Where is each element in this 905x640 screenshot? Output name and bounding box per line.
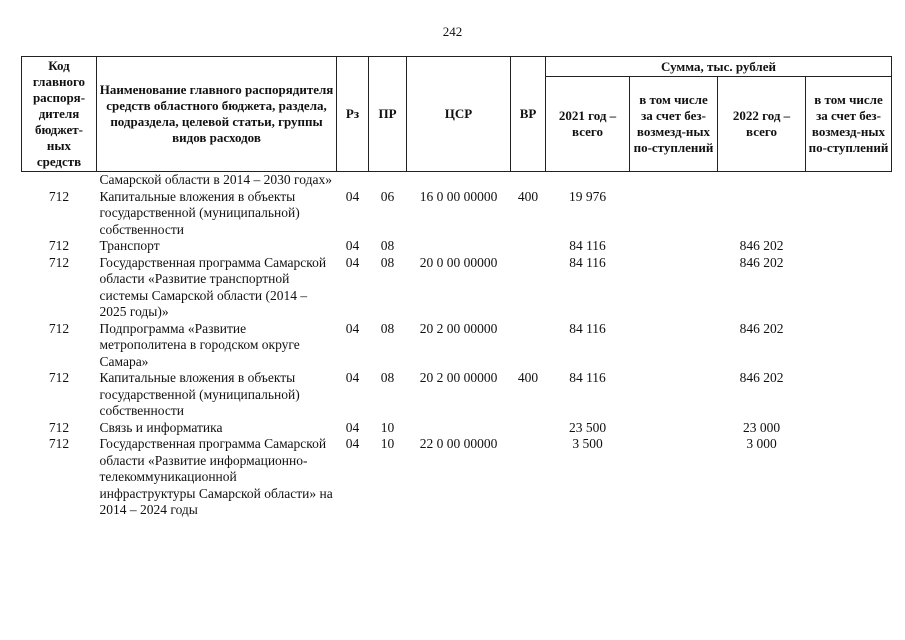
- budget-table: [21, 56, 892, 519]
- cell-csr: [407, 420, 511, 437]
- cell-csr: 20 2 00 00000: [419, 370, 498, 385]
- cell-2022-total: 846 202: [739, 320, 784, 336]
- table-row: [22, 370, 892, 420]
- cell-name: Государственная программа Самарской области «Развитие транспортной системы Самарской области (2014 – 2025 годы)»: [99, 254, 327, 319]
- header-2022-grants: в том числе за счет без-возмезд-ных по-ступлений: [806, 77, 892, 172]
- cell-csr: 16 0 00 00000: [419, 188, 498, 204]
- header-code: Код главного распоря-дителя бюджет-ных средств: [22, 57, 97, 172]
- cell-pr: 08: [380, 238, 395, 253]
- cell-csr: 22 0 00 00000: [419, 436, 498, 451]
- header-rz: Рз: [337, 57, 369, 172]
- cell-2022-total: [718, 172, 806, 189]
- cell-2022-grants: [806, 255, 892, 321]
- cell-2022-grants: [806, 321, 892, 371]
- cell-code: 712: [48, 370, 70, 385]
- cell-2022-total: 846 202: [739, 370, 784, 385]
- cell-pr: 10: [380, 419, 395, 435]
- cell-2021-grants: [630, 172, 718, 189]
- table-row: [22, 420, 892, 437]
- cell-2022-grants: [806, 238, 892, 255]
- cell-2021-grants: [630, 420, 718, 437]
- table-row: [22, 321, 892, 371]
- cell-csr: 20 2 00 00000: [419, 320, 498, 336]
- cell-2022-total: 23 000: [742, 419, 781, 435]
- cell-2021-total: [546, 172, 630, 189]
- cell-code: [22, 172, 97, 189]
- cell-pr: 08: [380, 254, 395, 270]
- cell-2022-total: 3 000: [746, 436, 777, 451]
- cell-vr: 400: [517, 188, 539, 204]
- table-row: [22, 238, 892, 255]
- cell-vr: [511, 172, 546, 189]
- cell-2021-grants: [630, 436, 718, 519]
- table-body: [22, 172, 892, 519]
- cell-code: 712: [48, 238, 70, 253]
- cell-2021-grants: [630, 321, 718, 371]
- page-number: 242: [442, 24, 463, 39]
- table-row: [22, 255, 892, 321]
- cell-name: Государственная программа Самарской области «Развитие информационно-телекоммуникационной инфраструктуры Самарской области» на 2014 – 2024 годы: [99, 436, 333, 517]
- cell-name: Капитальные вложения в объекты государственной (муниципальной) собственности: [99, 370, 300, 418]
- cell-2022-total: 846 202: [739, 238, 784, 253]
- cell-2021-total: 84 116: [569, 320, 606, 336]
- table-row: [22, 436, 892, 519]
- cell-code: 712: [48, 320, 70, 336]
- cell-2022-grants: [806, 189, 892, 239]
- cell-2021-total: 3 500: [572, 436, 603, 451]
- cell-2022-grants: [806, 370, 892, 420]
- cell-csr: 20 0 00 00000: [419, 254, 498, 270]
- cell-vr: [511, 238, 546, 255]
- cell-pr: 06: [380, 188, 395, 204]
- cell-2021-grants: [630, 370, 718, 420]
- cell-name: Самарской области в 2014 – 2030 годах»: [99, 172, 332, 187]
- table-row: [22, 189, 892, 239]
- cell-2021-grants: [630, 238, 718, 255]
- cell-2021-grants: [630, 255, 718, 321]
- cell-pr: 10: [380, 436, 395, 451]
- cell-csr: [407, 172, 511, 189]
- header-name: Наименование главного распорядителя средств областного бюджета, раздела, подраздела, целевой статьи, группы видов расходов: [97, 57, 337, 172]
- cell-name: Капитальные вложения в объекты государственной (муниципальной) собственности: [99, 188, 300, 237]
- cell-pr: 08: [380, 370, 395, 385]
- header-2022-total: 2022 год – всего: [718, 77, 806, 172]
- cell-code: 712: [48, 419, 70, 435]
- cell-rz: 04: [345, 188, 360, 204]
- cell-rz: 04: [345, 370, 360, 385]
- cell-rz: 04: [345, 436, 360, 451]
- header-2021-grants: в том числе за счет без-возмезд-ных по-ступлений: [630, 77, 718, 172]
- cell-name: Связь и информатика: [99, 419, 223, 435]
- cell-2022-grants: [806, 172, 892, 189]
- header-csr: ЦСР: [407, 57, 511, 172]
- table-header: [22, 57, 892, 172]
- cell-rz: 04: [345, 320, 360, 336]
- cell-2022-total: 846 202: [739, 254, 784, 270]
- cell-2022-total: [718, 189, 806, 239]
- cell-2021-total: 84 116: [569, 238, 606, 253]
- cell-2022-grants: [806, 420, 892, 437]
- cell-2021-total: 84 116: [569, 254, 606, 270]
- table-row: [22, 172, 892, 189]
- cell-rz: [337, 172, 369, 189]
- cell-csr: [407, 238, 511, 255]
- cell-2021-grants: [630, 189, 718, 239]
- cell-pr: 08: [380, 320, 395, 336]
- cell-code: 712: [48, 254, 70, 270]
- cell-2021-total: 19 976: [568, 188, 607, 204]
- cell-2021-total: 23 500: [568, 419, 607, 435]
- cell-2021-total: 84 116: [569, 370, 606, 385]
- cell-rz: 04: [345, 254, 360, 270]
- header-2021-total: 2021 год – всего: [546, 77, 630, 172]
- header-sum: Сумма, тыс. рублей: [546, 57, 892, 77]
- cell-name: Транспорт: [99, 238, 160, 253]
- cell-code: 712: [48, 188, 70, 204]
- cell-vr: 400: [517, 370, 539, 385]
- cell-rz: 04: [345, 419, 360, 435]
- cell-code: 712: [48, 436, 70, 451]
- cell-vr: [511, 321, 546, 371]
- cell-name: Подпрограмма «Развитие метрополитена в городском округе Самара»: [99, 320, 300, 369]
- cell-vr: [511, 255, 546, 321]
- header-vr: ВР: [511, 57, 546, 172]
- cell-vr: [511, 436, 546, 519]
- cell-vr: [511, 420, 546, 437]
- cell-pr: [369, 172, 407, 189]
- cell-rz: 04: [345, 238, 360, 253]
- cell-2022-grants: [806, 436, 892, 519]
- header-pr: ПР: [369, 57, 407, 172]
